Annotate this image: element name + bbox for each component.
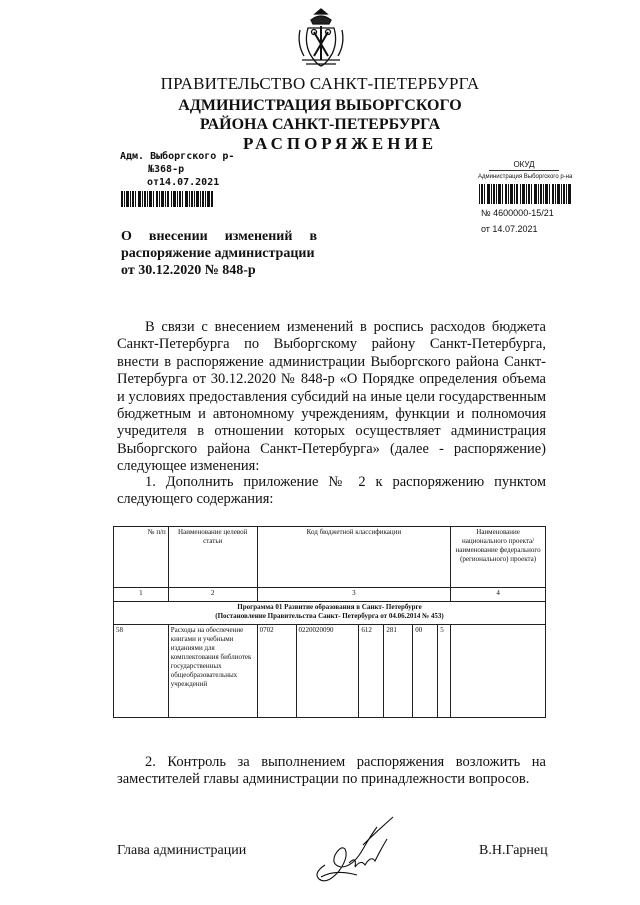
subject-line2: распоряжение администрации xyxy=(121,246,315,261)
paragraph-preamble-first-line: В связи с внесением изменений в роспись расходов бюджета xyxy=(145,319,546,335)
government-title: ПРАВИТЕЛЬСТВО САНКТ-ПЕТЕРБУРГА xyxy=(160,74,480,93)
okud-date: от 14.07.2021 xyxy=(481,224,538,234)
subject-line3: от 30.12.2020 № 848-р xyxy=(121,263,256,278)
document-subject xyxy=(121,228,317,279)
program-title xyxy=(114,602,546,625)
row-project xyxy=(451,625,546,718)
registration-line1: Адм. Выборгского р- xyxy=(120,151,235,162)
program-title-line1: Программа 01 Развитие образования в Санкт- Петербурге xyxy=(237,603,422,611)
registration-barcode xyxy=(121,191,213,207)
okud-barcode xyxy=(479,184,571,204)
table-column-numbers-row xyxy=(114,588,546,602)
paragraph-item-2-line1: 2. Контроль за выполнением распоряжения возложить на xyxy=(145,754,546,770)
okud-label: ОКУД xyxy=(489,160,559,171)
paragraph-preamble-rest: Санкт-Петербурга по Выборгскому району Санкт-Петербурга, внести в распоряжение администрации Выборгского района Санкт-Петербурга от 30.12.2020 № 848-р «О Порядке определения объема и условиях предоставления субсидий на иные цели государственным бюджетным и автономному учреждениям, функции и полномочия учредителя в отношении которых осуществляет администрация Выборгского района Санкт-Петербурга» (далее - распоряжение) следующее изменения: xyxy=(117,336,546,475)
okud-admin-name: Администрация Выборгского р-на xyxy=(478,174,573,180)
column-number: 3 xyxy=(257,588,451,602)
table-row xyxy=(114,625,546,718)
signatory-role: Глава администрации xyxy=(117,843,247,858)
paragraph-preamble xyxy=(117,319,546,476)
administration-title-line1: АДМИНИСТРАЦИЯ ВЫБОРГСКОГО xyxy=(178,97,462,114)
document-type-title: РАСПОРЯЖЕНИЕ xyxy=(242,134,438,153)
okud-block xyxy=(478,160,573,180)
subject-line1: О внесении изменений в xyxy=(121,229,317,244)
row-code-flag: 5 xyxy=(438,625,451,718)
program-title-line2: (Постановление Правительства Санкт- Петербурга от 04.06.2014 № 453) xyxy=(215,612,444,620)
header-name: Наименование целевой статьи xyxy=(168,527,257,588)
row-num: 58 xyxy=(114,625,169,718)
coat-of-arms-emblem xyxy=(296,8,346,70)
row-code-section: 0702 xyxy=(257,625,296,718)
registration-stamp xyxy=(120,150,234,189)
table-header-row xyxy=(114,527,546,588)
paragraph-item-2 xyxy=(117,754,546,789)
row-code-kosgu: 281 xyxy=(384,625,413,718)
row-code-type: 612 xyxy=(359,625,384,718)
paragraph-item-1 xyxy=(117,474,546,509)
registration-number: №368-р xyxy=(148,164,185,175)
header-project: Наименование национального проекта/наименование федерального (регионального) проекта) xyxy=(451,527,546,588)
registration-date: от14.07.2021 xyxy=(147,177,220,188)
column-number: 1 xyxy=(114,588,169,602)
signatory-name: В.Н.Гарнец xyxy=(479,843,548,858)
okud-number: № 4600000-15/21 xyxy=(481,208,554,218)
header-code: Код бюджетной классификации xyxy=(257,527,451,588)
row-name: Расходы на обеспечение книгами и учебными изданиями для комплектования библиотек государственных общеобразовательных учреждений xyxy=(168,625,257,718)
column-number: 2 xyxy=(168,588,257,602)
row-code-extra: 00 xyxy=(413,625,438,718)
paragraph-item-1-line1: 1. Дополнить приложение № 2 к распоряжению пунктом xyxy=(145,474,546,490)
table-program-row xyxy=(114,602,546,625)
administration-title-line2: РАЙОНА САНКТ-ПЕТЕРБУРГА xyxy=(199,116,441,133)
appendix-table xyxy=(113,526,546,718)
handwritten-signature xyxy=(305,805,400,885)
paragraph-item-1-line2: следующего содержания: xyxy=(117,491,274,508)
paragraph-item-2-line2: заместителей главы администрации по принадлежности вопросов. xyxy=(117,771,530,788)
header-num: № п/п xyxy=(114,527,169,588)
column-number: 4 xyxy=(451,588,546,602)
row-code-target: 0220020090 xyxy=(296,625,359,718)
